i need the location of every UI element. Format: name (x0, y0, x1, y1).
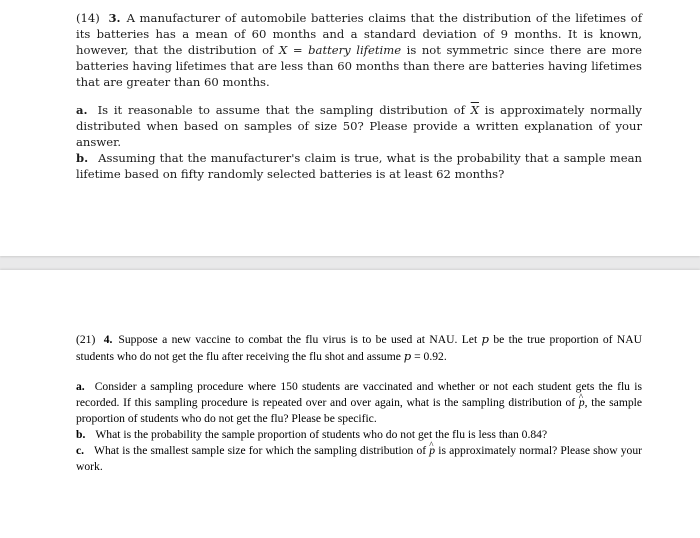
question-4-statement (76, 331, 642, 365)
question-4-part-a (76, 379, 642, 427)
part-b-text: Assuming that the manufacturer's claim is true, what is the probability that a sample mean lifetime based on fifty randomly selected batteries is at least 62 months? (76, 151, 642, 181)
q4-part-a-text-1: Consider a sampling procedure where 150 students are vaccinated and whether or not each student gets the flu is recorded. If this sampling procedure is repeated over and over again, what is the sampling distribution of (76, 380, 642, 409)
question-4-part-c (76, 443, 642, 475)
question-3-parts (76, 102, 642, 182)
q4-part-a-label: a. (76, 380, 85, 393)
question-3-number: 3. (108, 11, 121, 25)
part-a-label: a. (76, 103, 88, 117)
var-p: p (481, 332, 489, 346)
var-definition: battery lifetime (308, 43, 402, 57)
question-3-points: (14) (76, 11, 100, 25)
q4-part-c-text-1: What is the smallest sample size for which the sampling distribution of (94, 444, 430, 457)
x-bar: $\overline{X}$ (470, 103, 479, 117)
p-value: = 0.92. (411, 350, 447, 363)
q4-part-b-text: What is the probability the sample proportion of students who do not get the flu is less than 0.84? (95, 428, 548, 441)
question-3-text-1: A manufacturer of automobile batteries claims that the distribution of the lifetimes of its batteries has a mean of 60 months and a standard deviation of 9 months. It is known, however, that the distribution of (76, 11, 643, 57)
equals-sign: = (287, 43, 309, 57)
q4-part-b-label: b. (76, 428, 86, 441)
q4-part-c-label: c. (76, 444, 85, 457)
part-a-text-2: is approximately normally distributed when based on samples of size 50? Please provide a written explanation of your answer. (76, 103, 642, 149)
question-4-part-b (76, 427, 642, 443)
question-3-part-a (76, 102, 642, 150)
question-4-number: 4. (103, 333, 113, 346)
part-a-text-1: Is it reasonable to assume that the sampling distribution of (97, 103, 471, 117)
question-4-points: (21) (76, 333, 96, 346)
part-b-label: b. (76, 151, 89, 165)
p-hat: ^ p (579, 396, 585, 409)
question-4-text-2: be the true proportion of NAU students who do not get the flu after receiving the flu shot and assume (76, 333, 642, 363)
q4-part-c-text-2: is approximately normal? Please show your work. (76, 444, 642, 473)
question-3-text-2: is not symmetric since there are more batteries having lifetimes that are less than 60 months than there are batteries having lifetimes that are greater than 60 months. (76, 43, 643, 89)
question-3-statement (76, 10, 642, 90)
p-hat-2: ^ p (429, 444, 435, 457)
var-x: X (279, 43, 288, 57)
document-page-1 (0, 0, 700, 256)
question-4-parts (76, 379, 642, 475)
question-4-text-1: Suppose a new vaccine to combat the flu virus is to be used at NAU. Let (118, 333, 482, 346)
q4-part-a-text-2: , the sample proportion of students who do not get the flu? Please be specific. (76, 396, 642, 425)
question-3-part-b (76, 150, 642, 182)
var-p-2: p (403, 349, 412, 363)
